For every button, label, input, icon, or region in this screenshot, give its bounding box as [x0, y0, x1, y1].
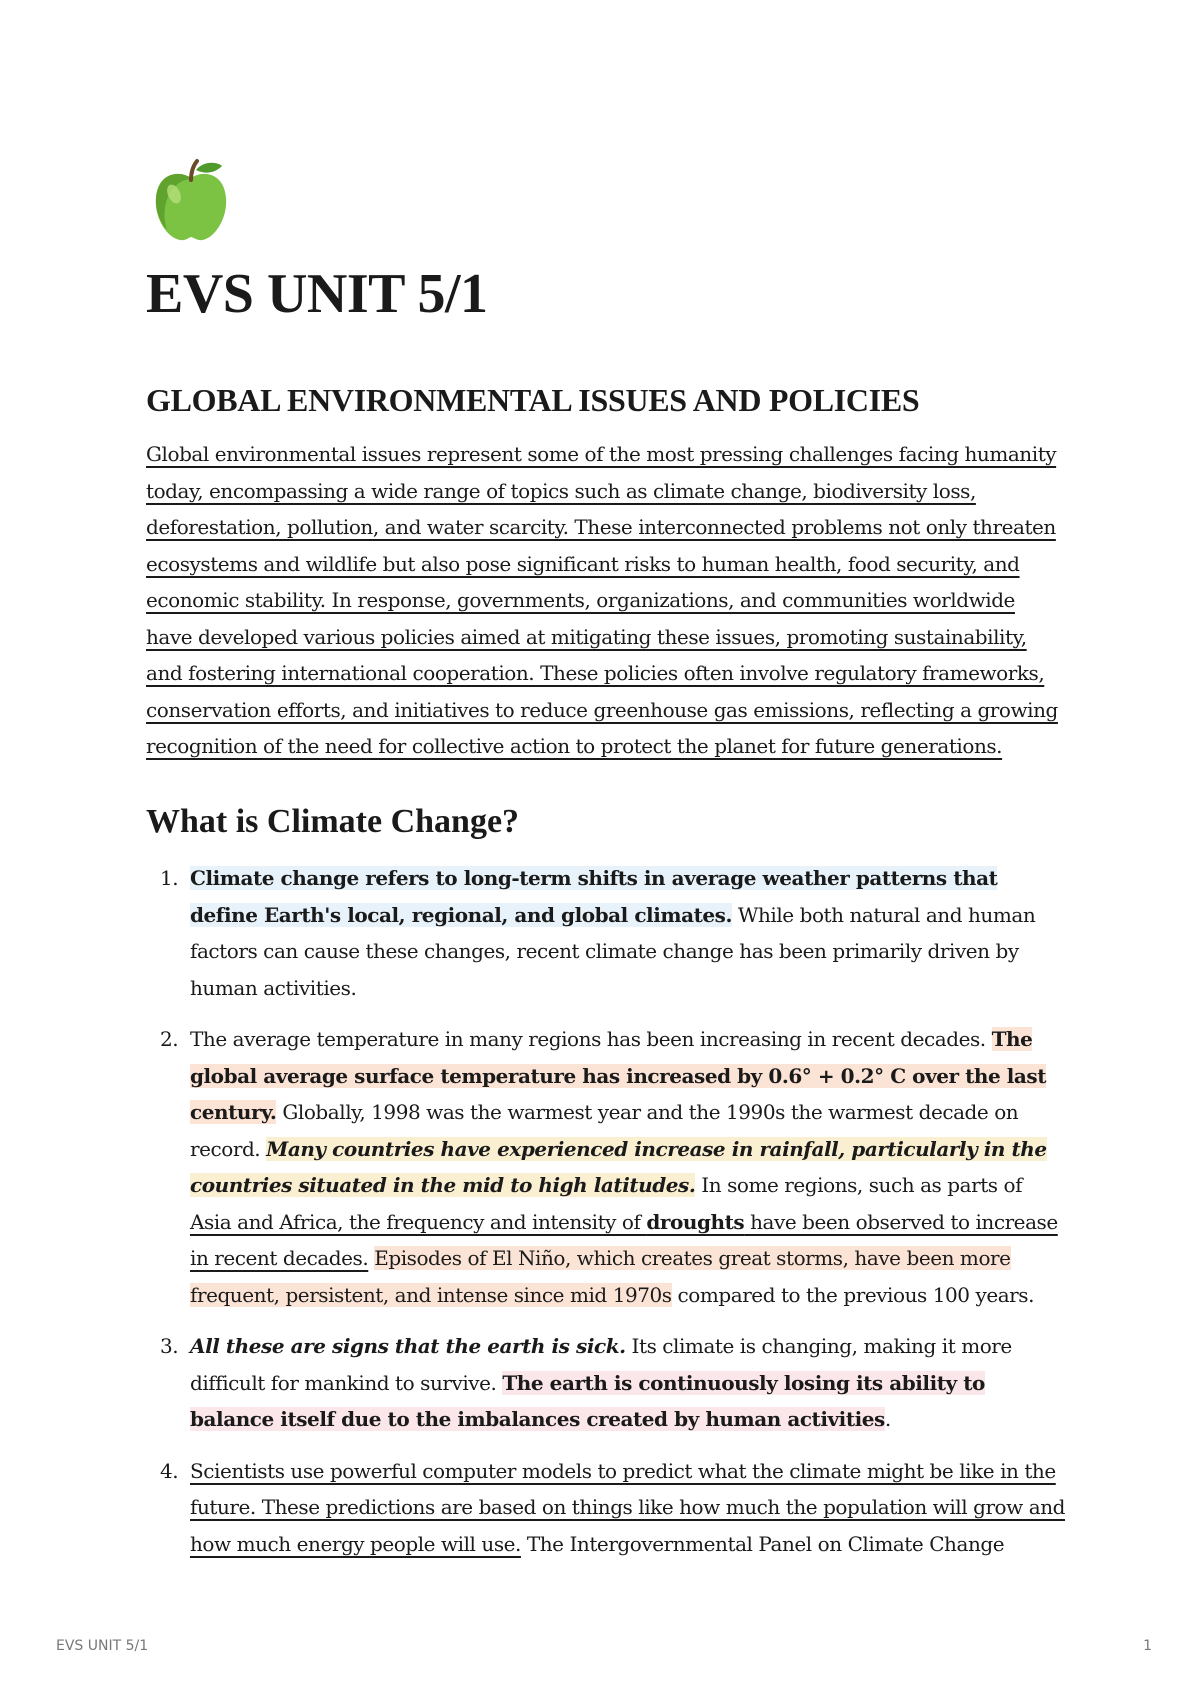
- footer-doc-title: EVS UNIT 5/1: [56, 1638, 149, 1654]
- list-item: [146, 1328, 1066, 1438]
- intro-text: Global environmental issues represent some of the most pressing challenges facing humanity today, encompassing a wide range of topics such as climate change, biodiversity loss, deforestation, pollution, and water scarcity. These interconnected problems not only threaten ecosystems and wildlife but also pose significant risks to human health, food security, and economic stability. In response, governments, organizations, and communities worldwide have developed various policies aimed at mitigating these issues, promoting sustainability, and fostering international cooperation. These policies often involve regulatory frameworks, conservation efforts, and initiatives to reduce greenhouse gas emissions, reflecting a growing recognition of the need for collective action to protect the planet for future generations.: [146, 442, 1058, 758]
- underlined-text: Scientists use powerful computer models to predict what the climate might be like in the future. These predictions are based on things like how much the population will grow and how much energy people will use.: [190, 1458, 1065, 1556]
- list-number: 2.: [160, 1027, 179, 1051]
- highlight-text: Episodes of El Niño, which creates great storms, have been more frequent, persistent, and intense since mid 1970s: [190, 1246, 1011, 1307]
- green-apple-icon: [150, 158, 232, 244]
- highlight-text: The earth is continuously losing its ability to balance itself due to the imbalances created by human activities: [190, 1370, 985, 1431]
- intro-paragraph: [146, 436, 1066, 765]
- subheading: What is Climate Change?: [146, 803, 520, 840]
- emphasis-text: All these are signs that the earth is sick.: [190, 1334, 626, 1358]
- page-title: EVS UNIT 5/1: [146, 263, 488, 325]
- section-heading: GLOBAL ENVIRONMENTAL ISSUES AND POLICIES: [146, 382, 920, 418]
- list-text: Globally, 1998 was the warmest year and the 1990s the warmest decade on record.: [190, 1100, 1019, 1161]
- climate-change-list: [146, 860, 1066, 1577]
- list-number: 3.: [160, 1334, 179, 1358]
- list-text: Its climate is changing, making it more difficult for mankind to survive.: [190, 1334, 1012, 1395]
- list-item: [146, 860, 1066, 1006]
- list-text: In some regions, such as parts of: [695, 1173, 1023, 1197]
- list-text: .: [884, 1407, 891, 1431]
- highlight-text: The global average surface temperature has increased by 0.6° + 0.2° C over the last century.: [190, 1027, 1047, 1124]
- list-item: [146, 1021, 1066, 1313]
- list-text: The average temperature in many regions has been increasing in recent decades.: [190, 1027, 992, 1051]
- footer-page-number: 1: [1143, 1638, 1152, 1654]
- highlight-text: Many countries have experienced increase in rainfall, particularly in the countries situated in the mid to high latitudes.: [190, 1136, 1047, 1197]
- underlined-bold-text: droughts: [646, 1209, 745, 1234]
- list-item: [146, 1453, 1066, 1563]
- list-number: 4.: [160, 1458, 179, 1483]
- highlight-text: Climate change refers to long-term shifts in average weather patterns that define Earth's local, regional, and global climates.: [190, 866, 998, 927]
- list-text: compared to the previous 100 years.: [671, 1282, 1035, 1307]
- list-text: The Intergovernmental Panel on Climate Change: [520, 1531, 1005, 1556]
- underlined-text: Asia and Africa, the frequency and intensity of: [190, 1209, 647, 1234]
- list-number: 1.: [160, 866, 179, 890]
- list-text: While both natural and human factors can cause these changes, recent climate change has been primarily driven by human activities.: [190, 902, 1036, 1000]
- underlined-text: have been observed to increase in recent decades.: [190, 1209, 1058, 1270]
